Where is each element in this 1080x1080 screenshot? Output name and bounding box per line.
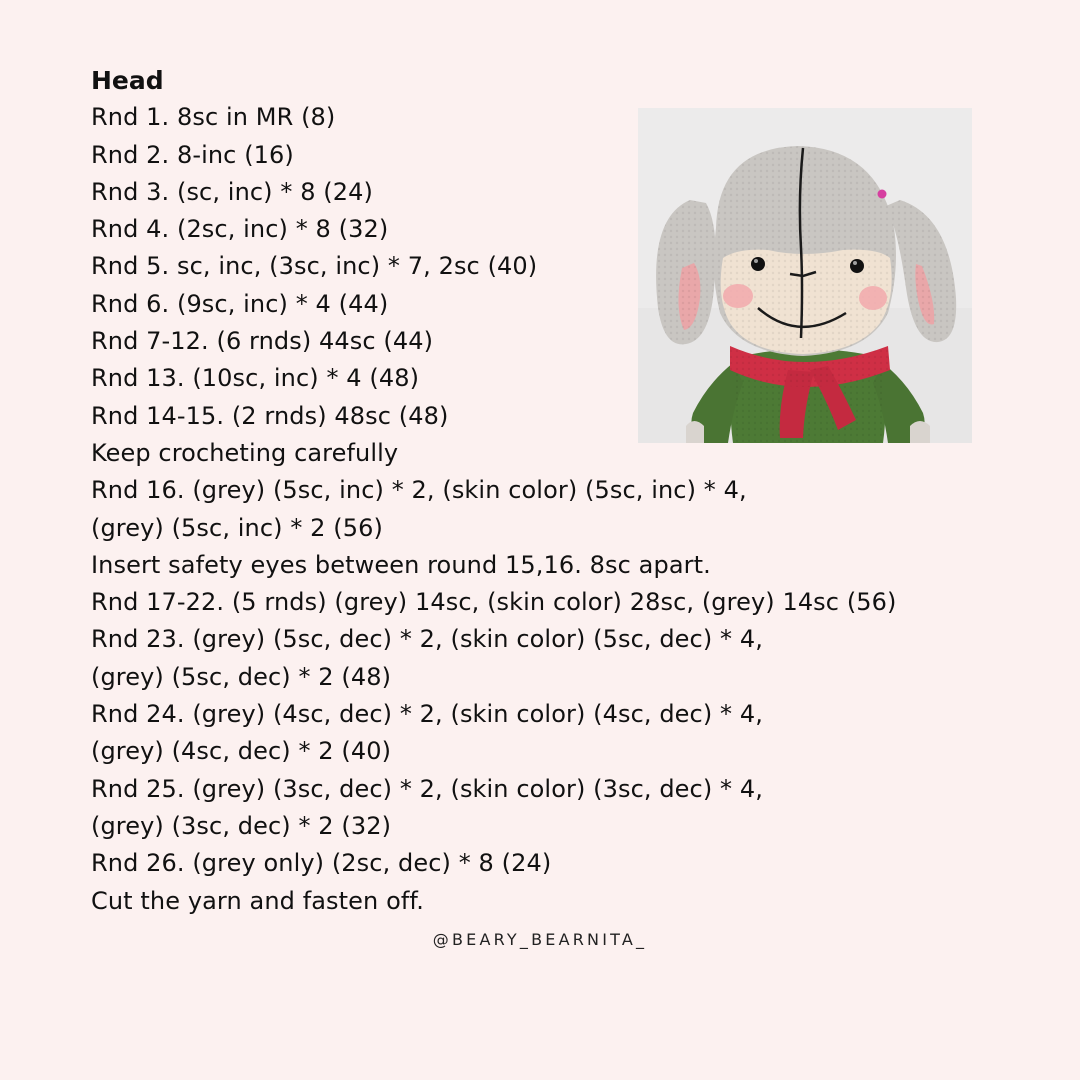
pattern-line: Cut the yarn and fasten off.: [91, 886, 424, 915]
pattern-line: Rnd 6. (9sc, inc) * 4 (44): [91, 289, 389, 318]
pattern-line: Rnd 24. (grey) (4sc, dec) * 2, (skin color) (4sc, dec) * 4,: [91, 700, 763, 729]
pattern-line: Rnd 4. (2sc, inc) * 8 (32): [91, 215, 389, 244]
pattern-line: Keep crocheting carefully: [91, 438, 399, 467]
pattern-line: Rnd 13. (10sc, inc) * 4 (48): [91, 364, 420, 393]
pattern-line: Rnd 7-12. (6 rnds) 44sc (44): [91, 327, 434, 356]
pattern-line: Rnd 14-15. (2 rnds) 48sc (48): [91, 401, 449, 430]
pattern-line: Rnd 17-22. (5 rnds) (grey) 14sc, (skin color) 28sc, (grey) 14sc (56): [91, 588, 897, 617]
pattern-line: Rnd 26. (grey only) (2sc, dec) * 8 (24): [91, 849, 552, 878]
pattern-line: Rnd 25. (grey) (3sc, dec) * 2, (skin color) (3sc, dec) * 4,: [91, 774, 763, 803]
pattern-line: Rnd 16. (grey) (5sc, inc) * 2, (skin color) (5sc, inc) * 4,: [91, 476, 747, 505]
pattern-title: Head: [91, 66, 164, 95]
bunny-doll-photo: [638, 108, 972, 443]
pattern-line: Rnd 1. 8sc in MR (8): [91, 103, 336, 132]
pattern-line: Insert safety eyes between round 15,16. 8sc apart.: [91, 550, 711, 579]
pattern-line: (grey) (5sc, inc) * 2 (56): [91, 513, 383, 542]
pattern-line: Rnd 5. sc, inc, (3sc, inc) * 7, 2sc (40): [91, 252, 538, 281]
bunny-head: [714, 146, 896, 356]
pattern-line: Rnd 23. (grey) (5sc, dec) * 2, (skin color) (5sc, dec) * 4,: [91, 625, 763, 654]
pattern-line: (grey) (3sc, dec) * 2 (32): [91, 811, 392, 840]
pattern-line: Rnd 2. 8-inc (16): [91, 140, 294, 169]
pattern-line: (grey) (5sc, dec) * 2 (48): [91, 662, 392, 691]
instagram-handle: @BEARY_BEARNITA_: [432, 930, 648, 949]
pattern-line: Rnd 3. (sc, inc) * 8 (24): [91, 177, 373, 206]
pattern-line: (grey) (4sc, dec) * 2 (40): [91, 737, 392, 766]
